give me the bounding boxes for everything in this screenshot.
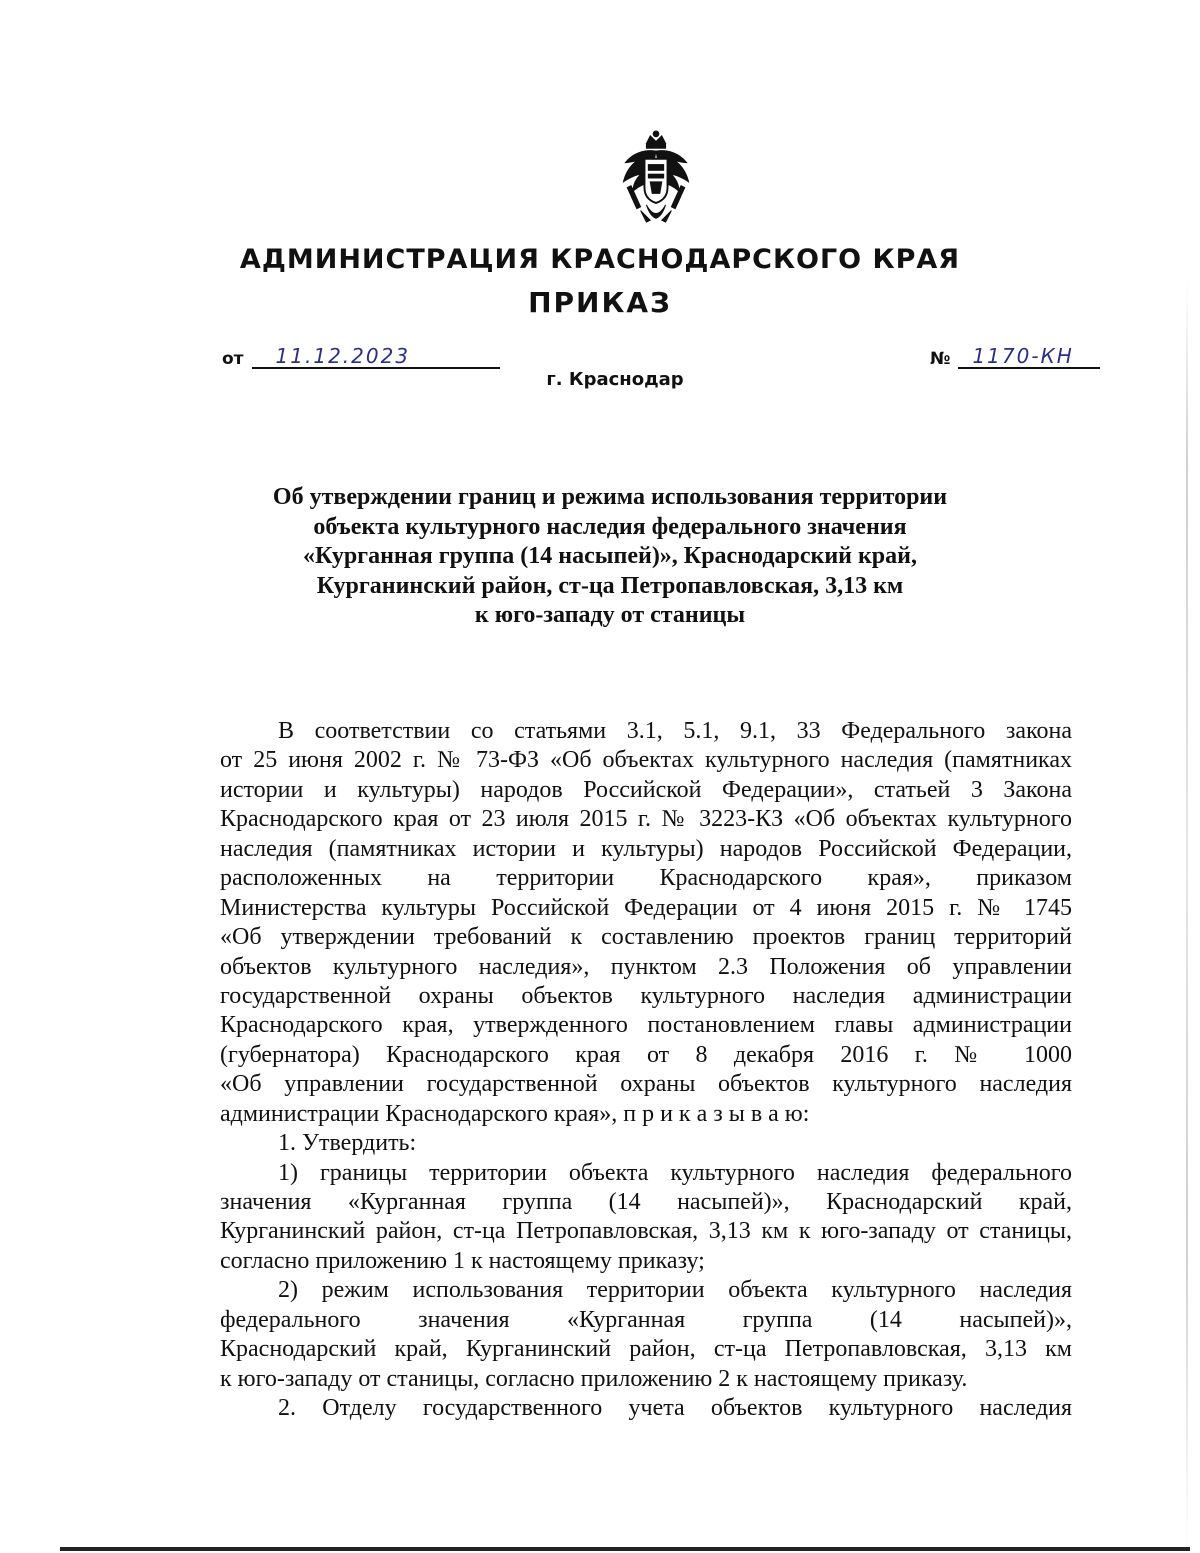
body-line: расположенных на территории Краснодарского края», приказом (220, 865, 1072, 892)
body-line: истории и культуры) народов Российской Федерации», статьей 3 Закона (220, 776, 1072, 803)
scan-edge-bottom (60, 1547, 1190, 1551)
date-field (222, 345, 500, 369)
body-line: Краснодарского края от 23 июля 2015 г. № 3223-КЗ «Об объектах культурного (220, 806, 1072, 833)
body-line: значения «Курганная группа (14 насыпей)», Краснодарский край, (220, 1189, 1072, 1215)
body-line: (губернатора) Краснодарского края от 8 декабря 2016 г. № 1000 (220, 1041, 1072, 1068)
title-line: Об утверждении границ и режима использования территории (272, 484, 948, 510)
body-line: Краснодарский край, Курганинский район, ст-ца Петропавловская, 3,13 км (220, 1336, 1072, 1363)
body-line: от 25 июня 2002 г. № 73-ФЗ «Об объектах культурного наследия (памятниках (220, 747, 1072, 774)
title-line: к юго-западу от станицы (474, 602, 746, 628)
city-name: г. Краснодар (546, 369, 684, 390)
body-line: наследия (памятниках истории и культуры) народов Российской Федерации, (220, 835, 1072, 862)
body-line: «Об утверждении требований к составлению проектов границ территорий (220, 924, 1072, 951)
number-field (930, 345, 1100, 369)
body-line: администрации Краснодарского края», п р и к а з ы в а ю: (220, 1100, 810, 1127)
organization-name: АДМИНИСТРАЦИЯ КРАСНОДАРСКОГО КРАЯ (239, 244, 961, 275)
body-line: Курганинский район, ст-ца Петропавловская, 3,13 км к юго-западу от станицы, (220, 1218, 1072, 1245)
body-line: Министерства культуры Российской Федерации от 4 июня 2015 г. № 1745 (220, 894, 1072, 921)
body-line: к юго-западу от станицы, согласно приложению 2 к настоящему приказу. (220, 1365, 968, 1392)
title-line: объекта культурного наследия федерального значения (313, 513, 907, 540)
number-prefix: № (930, 349, 951, 369)
document-title (270, 483, 950, 631)
date-prefix: от (222, 349, 244, 369)
date-value: 11.12.2023 (252, 345, 500, 369)
scan-edge-right (1186, 0, 1188, 1553)
body-line: согласно приложению 1 к настоящему приказу; (220, 1247, 705, 1274)
body-line: федерального значения «Курганная группа (14 насыпей)», (220, 1306, 1072, 1333)
body-line: В соответствии со статьями 3.1, 5.1, 9.1, 33 Федерального закона (278, 718, 1072, 744)
body-line: 2) режим использования территории объекта культурного наследия (278, 1277, 1072, 1304)
number-value: 1170-КН (958, 345, 1100, 369)
title-line: «Курганная группа (14 насыпей)», Краснодарский край, (303, 543, 917, 569)
body-line: 2. Отделу государственного учета объектов культурного наследия (278, 1395, 1072, 1422)
body-line: объектов культурного наследия», пунктом 2.3 Положения об управлении (220, 953, 1072, 980)
document-body (220, 717, 1072, 1424)
title-line: Курганинский район, ст-ца Петропавловская, 3,13 км (316, 572, 904, 599)
body-line: государственной охраны объектов культурного наследия администрации (220, 982, 1072, 1009)
coat-of-arms-icon (608, 130, 704, 226)
body-line: 1. Утвердить: (278, 1130, 417, 1157)
document-type: ПРИКАЗ (528, 286, 672, 319)
body-line: Краснодарского края, утвержденного постановлением главы администрации (220, 1012, 1072, 1039)
body-line: «Об управлении государственной охраны объектов культурного наследия (220, 1071, 1072, 1098)
body-line: 1) границы территории объекта культурного наследия федерального (278, 1159, 1072, 1186)
